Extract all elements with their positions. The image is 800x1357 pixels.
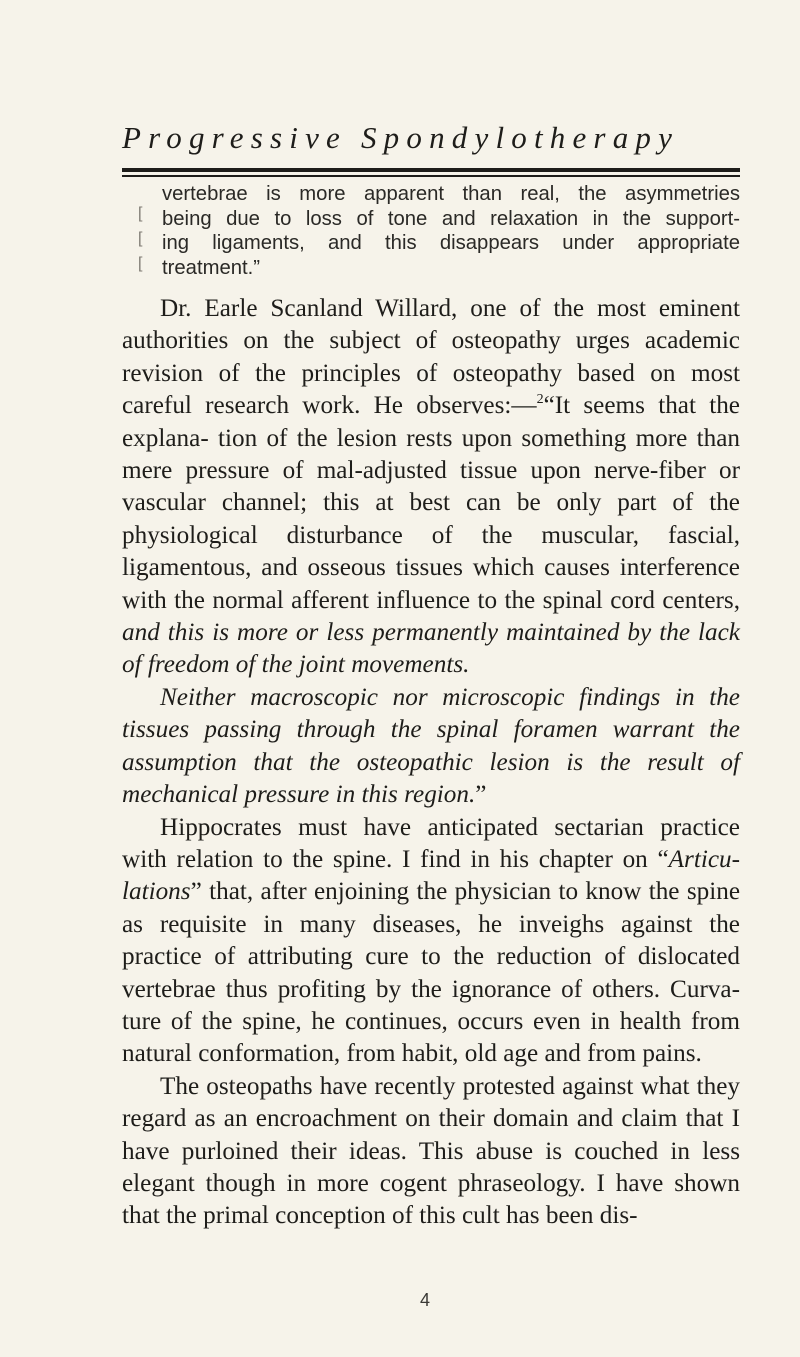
header-rule-thick (122, 168, 740, 172)
page-number: 4 (420, 1290, 431, 1310)
quote-line: being due to loss of tone and relaxation in the support- (162, 207, 740, 230)
running-head-right: Spondylotherapy (360, 120, 680, 155)
paragraph-willard: Dr. Earle Scanland Willard, one of the most eminent authorities on the subject of osteopathy urges academic revision of the principles of osteopathy based on most careful research work. He observes:—$^2$“It seems that the explana- tion of the lesion rests upon something more than mere pressure of mal-adjusted tissue upon nerve-fiber or vascular channel; this at best can be only part of the physiological disturbance of the muscular, fascial, ligamentous, and osseous tissues which causes interference with the normal afferent influence to the spinal cord centers, and this is more or less permanently maintained by the lack of freedom of the joint movements. (122, 295, 740, 679)
quote-line: ing ligaments, and this disappears under appropriate (162, 232, 740, 255)
margin-mark: [ (138, 205, 143, 222)
paragraph-osteopaths: The osteopaths have recently protested against what they regard as an encroachment on their domain and claim that I have purloined their ideas. This abuse is couched in less elegant though in more cogent phraseology. I have shown that the primal conception of this cult has been dis- (122, 1072, 740, 1230)
running-head (122, 118, 742, 158)
body-text (122, 293, 740, 1233)
paragraph-hippocrates: Hippocrates must have anticipated sectarian practice with relation to the spine. I find in his chapter on “Articu- lations” that, after enjoining the physician to know the spine as requisite in many diseases, he inveighs against the practice of attributing cure to the reduction of dislocated vertebrae thus profiting by the ignorance of others. Curva- ture of the spine, he continues, occurs even in health from natural conformation, from habit, old age and from pains. (122, 813, 740, 1068)
quote-line: vertebrae is more apparent than real, the asymmetries (162, 183, 740, 205)
running-head-left: Progressive (122, 120, 347, 155)
paragraph-findings: Neither macroscopic nor microscopic findings in the tissues passing through the spinal foramen warrant the assumption that the osteopathic lesion is the result of mechanical pressure in this region.” (122, 683, 740, 809)
margin-mark: [ (138, 230, 143, 247)
quote-line: treatment.” (162, 256, 261, 279)
header-rule-thin (122, 175, 740, 177)
margin-mark: [ (138, 255, 143, 272)
block-quote (162, 182, 740, 280)
footnote-reference: 2 (536, 392, 544, 408)
